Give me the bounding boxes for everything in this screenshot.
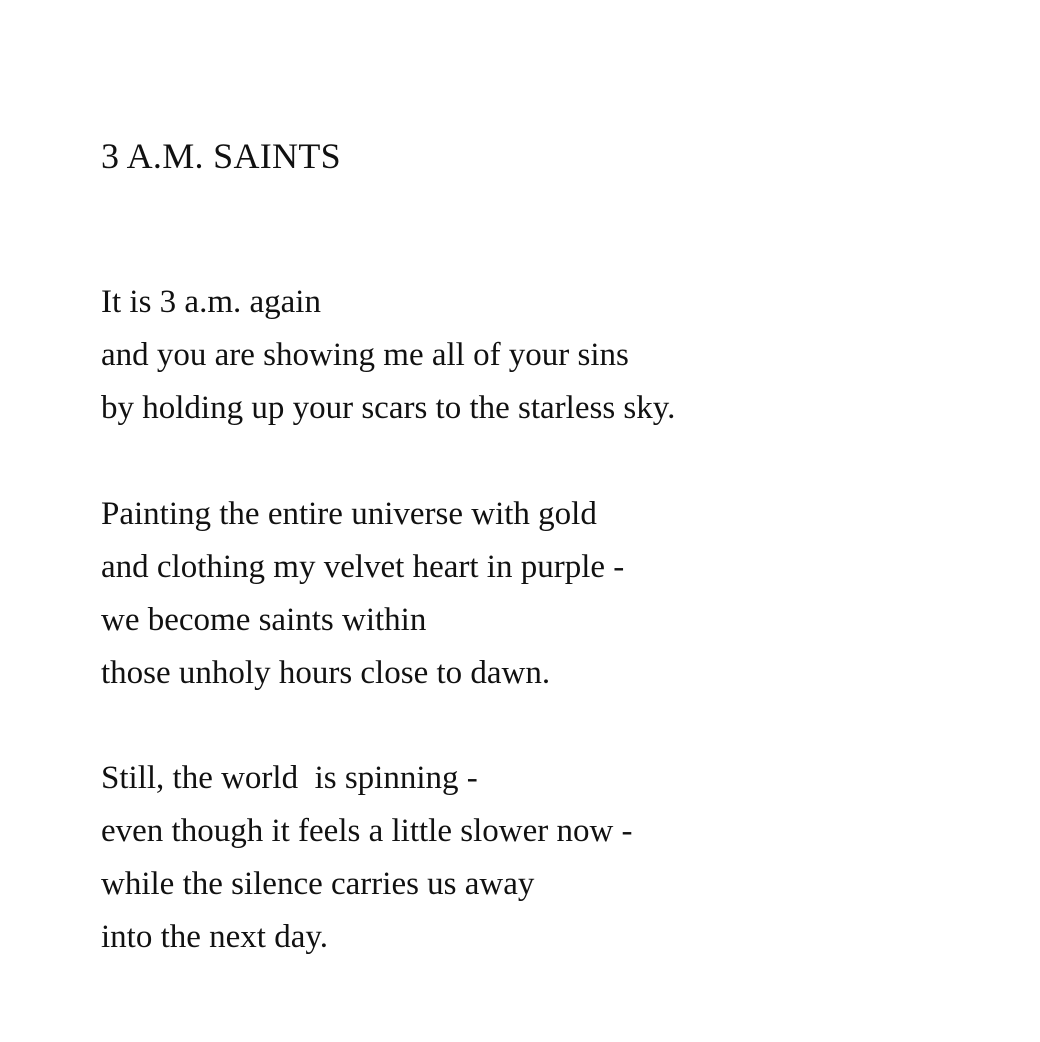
poem-line: into the next day. [101, 919, 328, 955]
stanza-3 [101, 752, 633, 964]
poem-line: It is 3 a.m. again [101, 284, 321, 320]
poem-line: and clothing my velvet heart in purple - [101, 549, 625, 585]
poem-line: and you are showing me all of your sins [101, 337, 629, 373]
stanza-2 [101, 488, 624, 700]
poem-title: 3 A.M. SAINTS [101, 136, 341, 176]
poem-line: Still, the world is spinning - [101, 760, 478, 796]
poem-line: by holding up your scars to the starless sky. [101, 390, 676, 426]
poem-line: those unholy hours close to dawn. [101, 655, 551, 691]
stanza-1 [101, 276, 675, 435]
poem-line: Painting the entire universe with gold [101, 496, 597, 532]
poem-line: we become saints within [101, 602, 427, 638]
poem-line: while the silence carries us away [101, 866, 535, 902]
poem-line: even though it feels a little slower now - [101, 813, 633, 849]
